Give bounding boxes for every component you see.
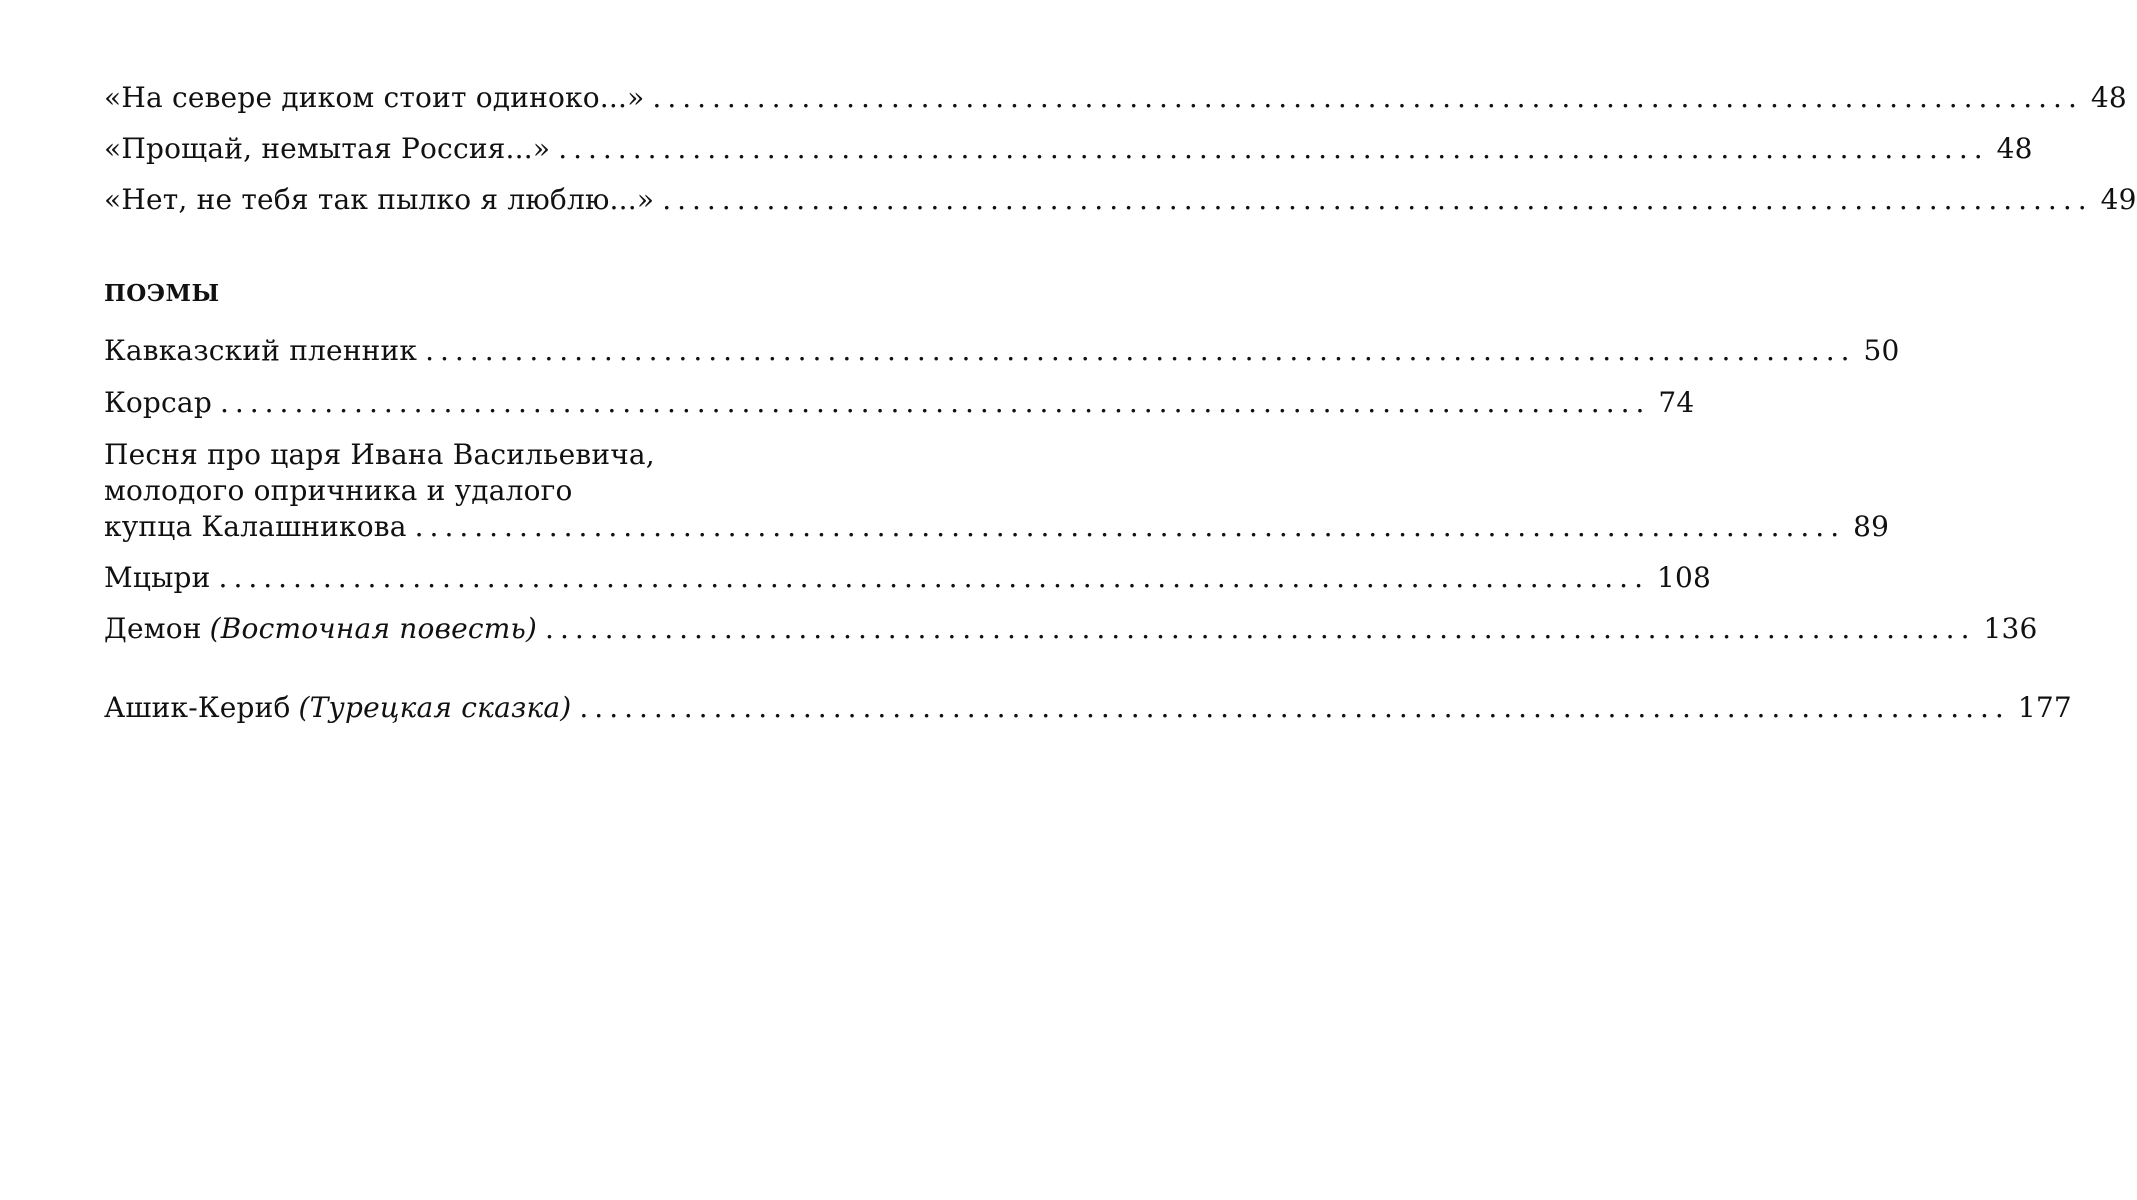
toc-entry-page-number: 48	[1996, 132, 2033, 165]
leader-dots: ................................................................................................	[662, 183, 2093, 216]
toc-entry-kavkazskiy-plennik[interactable]	[104, 333, 1900, 369]
toc-entry-page-number: 108	[1656, 561, 1712, 594]
toc-entry-title	[104, 690, 571, 726]
toc-entry-title: «Нет, не тебя так пылко я люблю...»	[104, 183, 655, 216]
leader-dots: ................................................................................................	[652, 81, 2083, 114]
toc-entry-page-number: 74	[1658, 386, 1695, 419]
toc-entry-title-line-2: молодого опричника и удалого	[104, 474, 573, 507]
toc-entry-korsar[interactable]	[104, 385, 1695, 421]
section-heading-poems: ПОЭМЫ	[104, 280, 220, 307]
toc-entry-pesnya-pro-tsarya[interactable]	[104, 437, 1890, 545]
leader-dots: ................................................................................................	[414, 510, 1846, 543]
toc-entry-subtitle: (Турецкая сказка)	[298, 691, 572, 724]
leader-dots: ................................................................................................	[219, 386, 1651, 419]
toc-entry-net-ne-tebya[interactable]	[104, 182, 2137, 218]
toc-entry-proshchai-nemytaya-rossiya[interactable]	[104, 131, 2033, 167]
leader-dots: ................................................................................................	[218, 561, 1649, 594]
toc-entry-page-number: 177	[2017, 691, 2072, 724]
toc-entry-title-text: Ашик-Кериб	[104, 691, 291, 724]
toc-entry-page-number: 89	[1853, 510, 1890, 543]
leader-dots: ................................................................................................	[545, 612, 1976, 645]
toc-entry-page-number: 50	[1863, 334, 1900, 367]
toc-entry-title-line-1: Песня про царя Ивана Васильевича,	[104, 438, 655, 471]
toc-entry-title: Корсар	[104, 386, 212, 419]
leader-dots: ................................................................................................	[425, 334, 1856, 367]
toc-entry-page-number: 48	[2090, 81, 2127, 114]
toc-entry-mtsyri[interactable]	[104, 560, 1712, 596]
toc-entry-title: «Прощай, немытая Россия...»	[104, 132, 551, 165]
toc-entry-title: «На севере диком стоит одиноко...»	[104, 81, 645, 114]
toc-entry-title: Мцыри	[104, 561, 211, 594]
toc-entry-page-number: 136	[1983, 612, 2038, 645]
leader-dots: ................................................................................................	[558, 132, 1989, 165]
toc-entry-na-severe-dikom[interactable]	[104, 80, 2127, 116]
toc-entry-title	[104, 611, 537, 647]
toc-entry-title-line-3: купца Калашникова	[104, 510, 407, 543]
toc-entry-page-number: 49	[2100, 183, 2137, 216]
toc-entry-title: Кавказский пленник	[104, 334, 418, 367]
toc-entry-ashik-kerib[interactable]	[104, 690, 2072, 726]
leader-dots: ................................................................................................	[579, 691, 2010, 724]
toc-entry-demon[interactable]	[104, 611, 2038, 647]
toc-entry-subtitle: (Восточная повесть)	[209, 612, 538, 645]
toc-entry-title-text: Демон	[104, 612, 202, 645]
